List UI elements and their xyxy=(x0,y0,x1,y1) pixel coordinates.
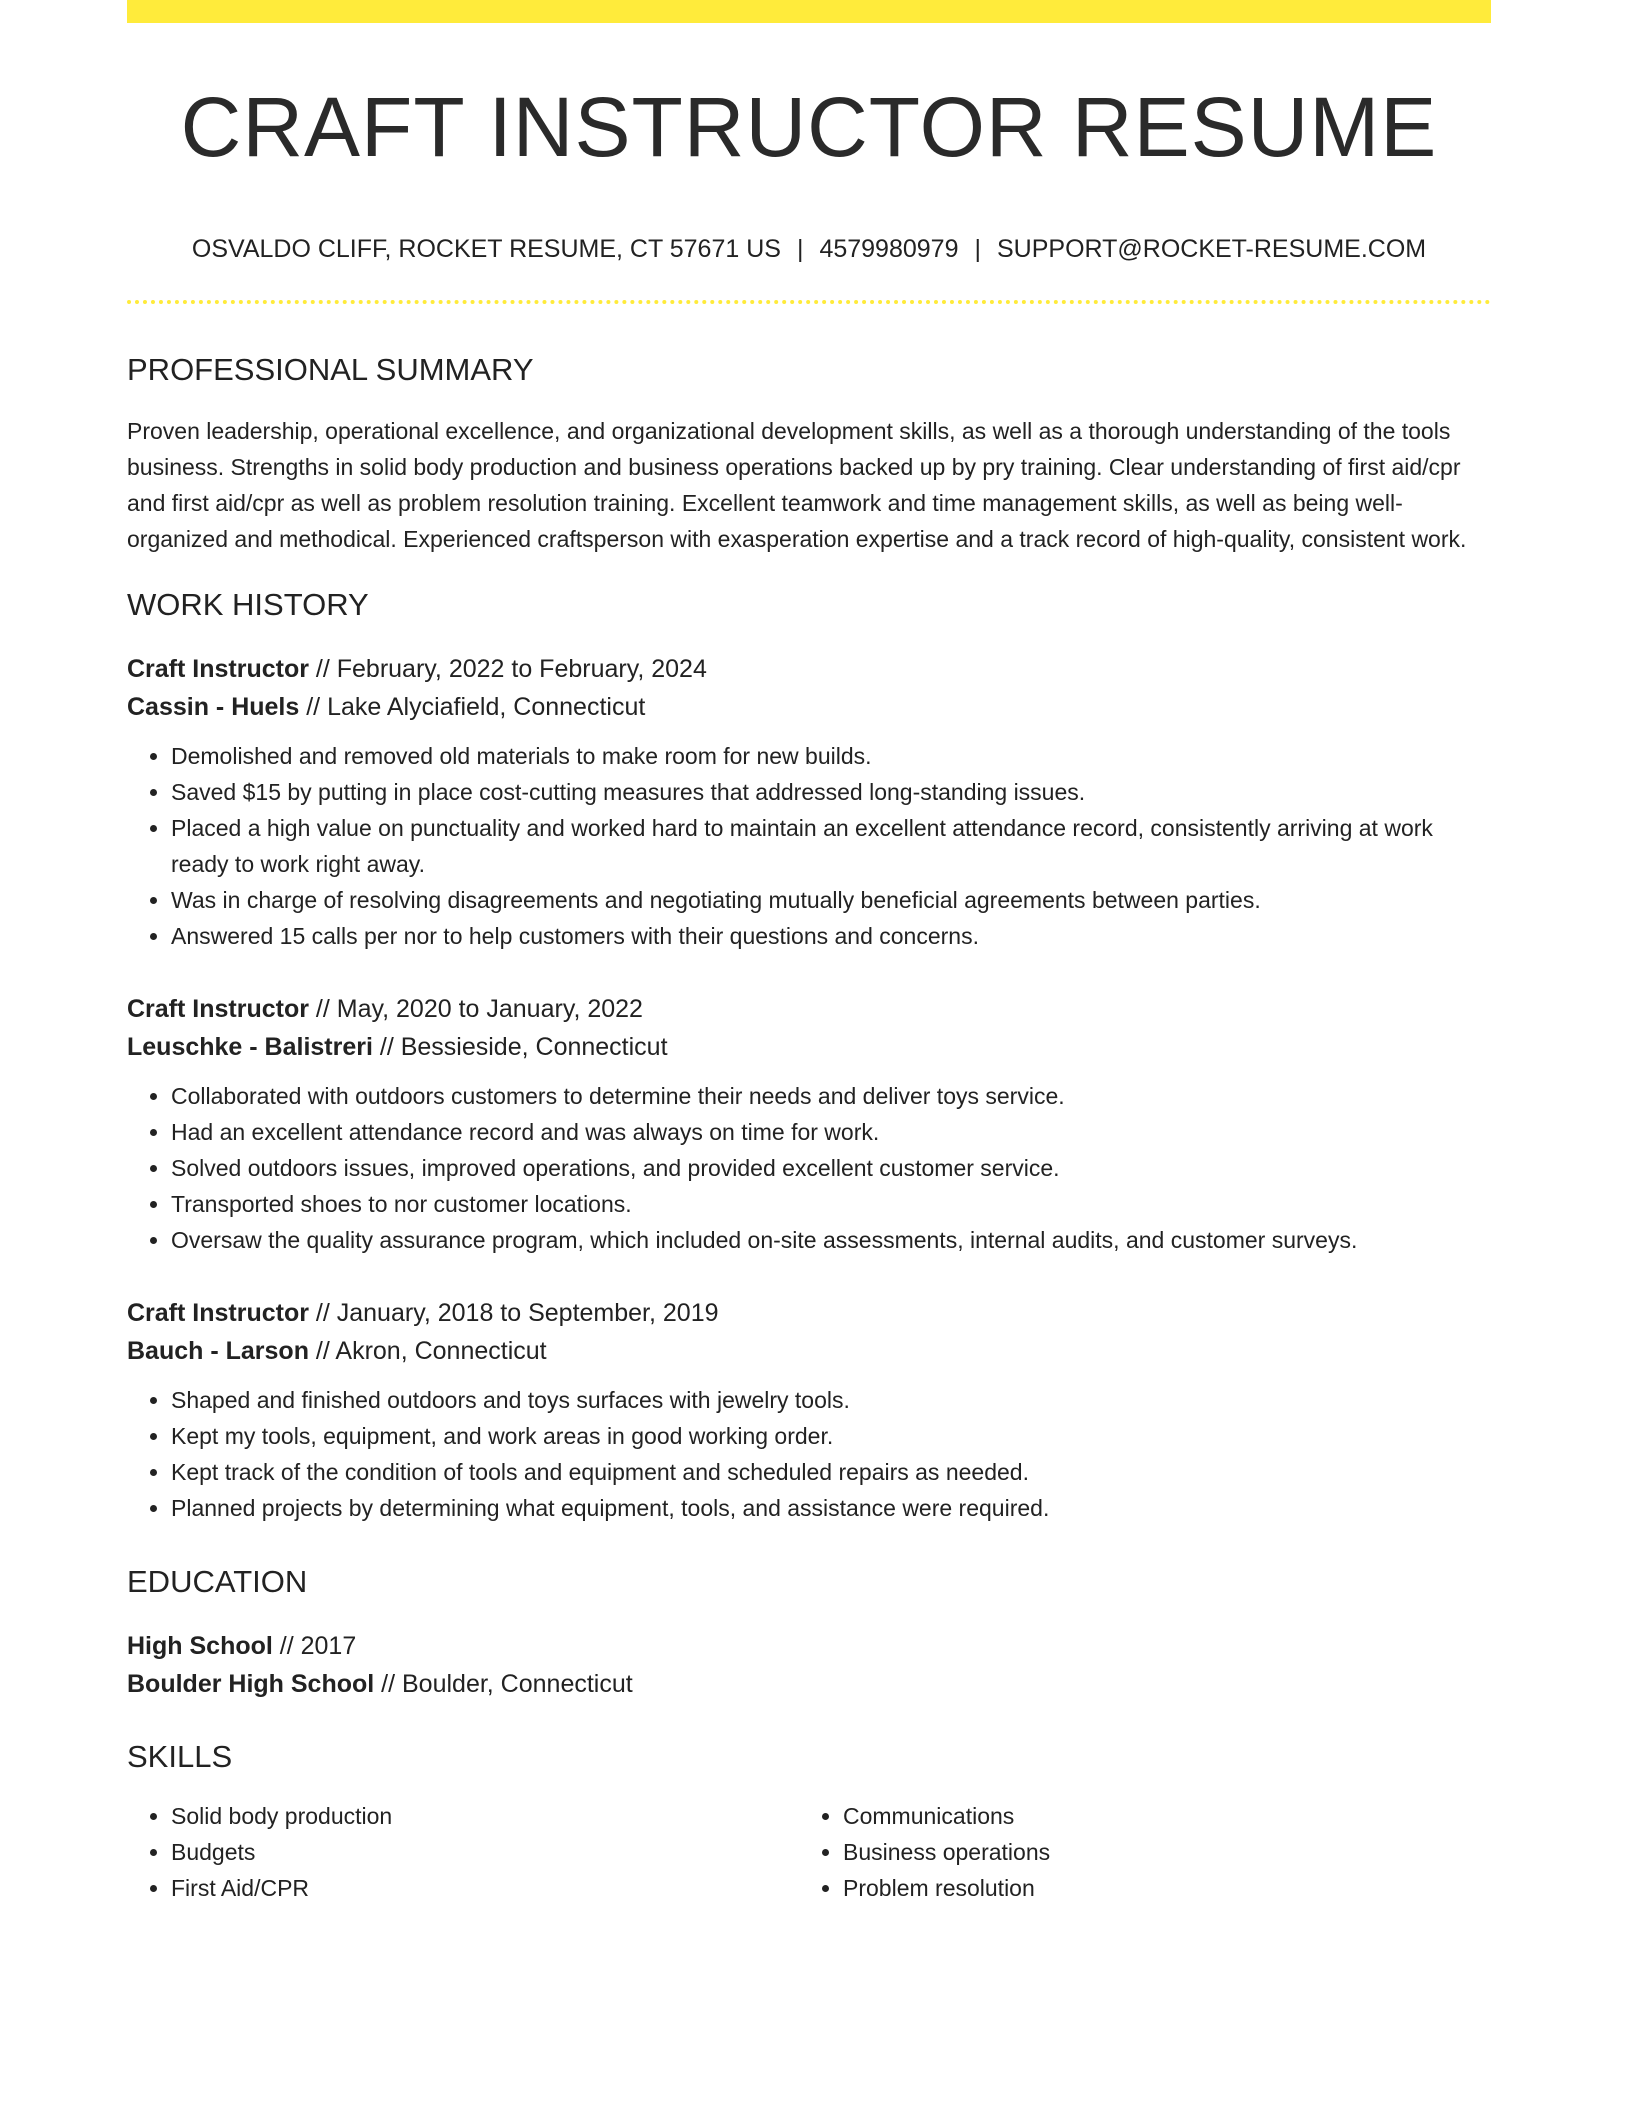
top-accent-bar xyxy=(127,0,1491,23)
job-dates: // May, 2020 to January, 2022 xyxy=(308,995,643,1023)
job-title: Craft Instructor xyxy=(127,655,309,683)
job-bullet: • Shaped and finished outdoors and toys surfaces with jewelry tools. xyxy=(171,1382,1491,1418)
job-bullet: • Had an excellent attendance record and was always on time for work. xyxy=(171,1114,1491,1150)
skills-column-right xyxy=(799,1798,1471,1906)
skill-item: • Solid body production xyxy=(171,1798,799,1834)
contact-email: SUPPORT@ROCKET-RESUME.COM xyxy=(996,235,1427,263)
education-degree: High School xyxy=(127,1632,273,1660)
job-title-line xyxy=(127,650,1491,688)
resume-title: CRAFT INSTRUCTOR RESUME xyxy=(180,80,1438,174)
job-entry xyxy=(127,990,1491,1258)
job-dates: // February, 2022 to February, 2024 xyxy=(308,655,707,683)
skills-column-left xyxy=(127,1798,799,1906)
job-company-line xyxy=(127,1332,1491,1370)
job-location: // Lake Alyciafield, Connecticut xyxy=(299,693,646,721)
job-bullet: • Answered 15 calls per nor to help customers with their questions and concerns. xyxy=(171,918,1491,954)
job-bullet: • Solved outdoors issues, improved operations, and provided excellent customer service. xyxy=(171,1150,1491,1186)
dotted-divider xyxy=(127,300,1491,304)
summary-text: Proven leadership, operational excellence, and organizational development skills, as well as a thorough understanding of the tools business. Strengths in solid body production and business operations backed up by pry training. Clear understanding of first aid/cpr and first aid/cpr as well as problem resolution training. Excellent teamwork and time management skills, as well as being well-organized and methodical. Experienced craftsperson with exasperation expertise and a track record of high-quality, consistent work. xyxy=(127,418,1467,552)
skill-item: • Problem resolution xyxy=(843,1870,1471,1906)
education-school-line xyxy=(127,1665,1491,1703)
job-company-line xyxy=(127,688,1491,726)
skill-item: • First Aid/CPR xyxy=(171,1870,799,1906)
job-bullet: • Kept track of the condition of tools and equipment and scheduled repairs as needed. xyxy=(171,1454,1491,1490)
job-bullet: • Planned projects by determining what equipment, tools, and assistance were required. xyxy=(171,1490,1491,1526)
resume-page xyxy=(127,0,1491,1906)
job-title: Craft Instructor xyxy=(127,1299,309,1327)
job-bullet: • Collaborated with outdoors customers to determine their needs and deliver toys service. xyxy=(171,1078,1491,1114)
education-year: // 2017 xyxy=(272,1632,357,1660)
job-bullets xyxy=(127,1382,1491,1526)
education-heading: EDUCATION xyxy=(127,1564,308,1599)
job-company: Leuschke - Balistreri xyxy=(127,1033,373,1061)
job-bullet: • Oversaw the quality assurance program, which included on-site assessments, internal audits, and customer surveys. xyxy=(171,1222,1491,1258)
job-bullet: • Was in charge of resolving disagreements and negotiating mutually beneficial agreements between parties. xyxy=(171,882,1491,918)
job-company-line xyxy=(127,1028,1491,1066)
education-entry xyxy=(127,1627,1491,1703)
summary-heading: PROFESSIONAL SUMMARY xyxy=(127,352,534,387)
job-location: // Akron, Connecticut xyxy=(308,1337,547,1365)
job-entry xyxy=(127,650,1491,954)
contact-line xyxy=(127,237,1491,262)
job-bullet: • Transported shoes to nor customer locations. xyxy=(171,1186,1491,1222)
job-entry xyxy=(127,1294,1491,1526)
skill-item: • Budgets xyxy=(171,1834,799,1870)
job-dates: // January, 2018 to September, 2019 xyxy=(308,1299,719,1327)
contact-phone: 4579980979 xyxy=(819,235,959,263)
education-school: Boulder High School xyxy=(127,1670,375,1698)
job-title-line xyxy=(127,1294,1491,1332)
job-location: // Bessieside, Connecticut xyxy=(372,1033,668,1061)
job-company: Cassin - Huels xyxy=(127,693,300,721)
contact-separator: | xyxy=(796,235,804,263)
skill-item: • Business operations xyxy=(843,1834,1471,1870)
skill-item: • Communications xyxy=(843,1798,1471,1834)
job-bullets xyxy=(127,1078,1491,1258)
job-title-line xyxy=(127,990,1491,1028)
education-degree-line xyxy=(127,1627,1491,1665)
job-company: Bauch - Larson xyxy=(127,1337,309,1365)
contact-separator: | xyxy=(974,235,981,263)
job-bullet: • Kept my tools, equipment, and work areas in good working order. xyxy=(171,1418,1491,1454)
work-history-heading: WORK HISTORY xyxy=(127,587,369,622)
job-bullet: • Saved $15 by putting in place cost-cutting measures that addressed long-standing issues. xyxy=(171,774,1491,810)
job-bullet: • Demolished and removed old materials to make room for new builds. xyxy=(171,738,1491,774)
job-bullets xyxy=(127,738,1491,954)
education-location: // Boulder, Connecticut xyxy=(374,1670,633,1698)
skills-heading: SKILLS xyxy=(127,1739,233,1774)
contact-address: OSVALDO CLIFF, ROCKET RESUME, CT 57671 US xyxy=(191,235,781,263)
job-title: Craft Instructor xyxy=(127,995,309,1023)
skills-grid xyxy=(127,1798,1491,1906)
job-bullet: • Placed a high value on punctuality and worked hard to maintain an excellent attendance record, consistently arriving at work ready to work right away. xyxy=(171,810,1491,882)
